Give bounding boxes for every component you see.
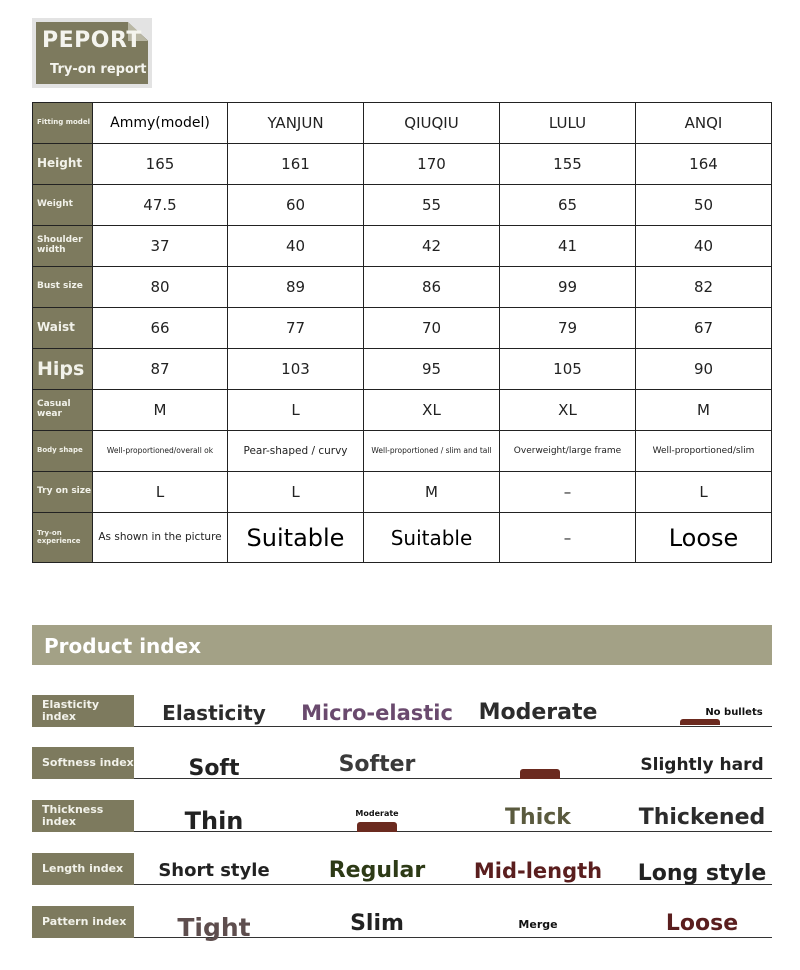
- table-cell: 165: [93, 144, 228, 185]
- index-value: Thickened: [638, 805, 766, 830]
- row-label: Try on size: [33, 472, 93, 513]
- row-label: Body shape: [33, 431, 93, 472]
- table-cell: 161: [228, 144, 364, 185]
- index-value: Moderate: [355, 809, 399, 818]
- index-value: Tight: [177, 912, 251, 942]
- index-value: Long style: [637, 861, 767, 886]
- table-cell: Pear-shaped / curvy: [228, 431, 364, 472]
- model-name: ANQI: [636, 103, 772, 144]
- index-value: Moderate: [478, 700, 598, 725]
- table-cell: Suitable: [364, 513, 500, 563]
- index-value: Short style: [158, 860, 270, 881]
- table-cell: XL: [500, 390, 636, 431]
- index-value: Micro-elastic: [301, 700, 453, 725]
- index-row-elasticity: [32, 695, 772, 731]
- model-name: YANJUN: [228, 103, 364, 144]
- table-row: [33, 226, 772, 267]
- badge-title: PEPORT: [42, 28, 142, 53]
- row-label: Hips: [33, 349, 93, 390]
- table-cell: 105: [500, 349, 636, 390]
- table-cell: 155: [500, 144, 636, 185]
- table-row: [33, 349, 772, 390]
- row-label: Waist: [33, 308, 93, 349]
- row-label: Fitting model: [33, 103, 93, 144]
- level-marker: [520, 769, 560, 779]
- table-row: [33, 431, 772, 472]
- table-cell: 40: [228, 226, 364, 267]
- table-cell: L: [228, 472, 364, 513]
- table-cell: M: [93, 390, 228, 431]
- table-row: [33, 472, 772, 513]
- table-row: [33, 185, 772, 226]
- table-cell: 42: [364, 226, 500, 267]
- table-cell: L: [228, 390, 364, 431]
- table-row: [33, 103, 772, 144]
- index-value: Merge: [518, 917, 558, 931]
- index-label: Pattern index: [32, 906, 134, 938]
- row-label: Height: [33, 144, 93, 185]
- table-cell: XL: [364, 390, 500, 431]
- index-row-softness: [32, 747, 772, 783]
- row-label: Casual wear: [33, 390, 93, 431]
- table-cell: –: [500, 513, 636, 563]
- index-label: Thickness index: [32, 800, 134, 832]
- row-label: Bust size: [33, 267, 93, 308]
- index-value: Regular: [328, 858, 426, 883]
- table-cell: As shown in the picture: [93, 513, 228, 563]
- table-cell: 103: [228, 349, 364, 390]
- table-cell: 170: [364, 144, 500, 185]
- index-value: No bullets: [705, 707, 763, 718]
- index-value: Elasticity: [162, 701, 266, 725]
- table-cell: Overweight/large frame: [500, 431, 636, 472]
- table-cell: 60: [228, 185, 364, 226]
- table-cell: 66: [93, 308, 228, 349]
- table-cell: 99: [500, 267, 636, 308]
- index-row-length: [32, 853, 772, 889]
- table-cell: 47.5: [93, 185, 228, 226]
- model-name: Ammy(model): [93, 103, 228, 144]
- table-cell: 82: [636, 267, 772, 308]
- index-value: Slim: [350, 911, 404, 936]
- table-cell: 67: [636, 308, 772, 349]
- row-label: Shoulder width: [33, 226, 93, 267]
- model-name: LULU: [500, 103, 636, 144]
- index-value: Thick: [505, 805, 571, 830]
- table-cell: 77: [228, 308, 364, 349]
- table-cell: Loose: [636, 513, 772, 563]
- table-cell: M: [636, 390, 772, 431]
- index-value: Loose: [665, 911, 739, 936]
- table-cell: 40: [636, 226, 772, 267]
- table-cell: Well-proportioned/overall ok: [93, 431, 228, 472]
- index-label: Softness index: [32, 747, 134, 779]
- table-cell: 37: [93, 226, 228, 267]
- report-badge: [32, 18, 152, 88]
- table-cell: 65: [500, 185, 636, 226]
- product-index-header: [32, 625, 772, 665]
- index-label: Length index: [32, 853, 134, 885]
- index-row-thickness: [32, 800, 772, 836]
- level-marker: [357, 822, 397, 832]
- index-row-pattern: [32, 906, 772, 942]
- badge-subtitle: Try-on report: [50, 62, 147, 77]
- table-cell: M: [364, 472, 500, 513]
- try-on-table: [32, 102, 772, 563]
- table-cell: 87: [93, 349, 228, 390]
- table-cell: 41: [500, 226, 636, 267]
- product-index-title: Product index: [44, 634, 202, 658]
- table-cell: L: [636, 472, 772, 513]
- table-cell: Suitable: [228, 513, 364, 563]
- table-cell: 79: [500, 308, 636, 349]
- index-value: Soft: [188, 756, 240, 781]
- table-row: [33, 390, 772, 431]
- table-cell: 95: [364, 349, 500, 390]
- table-row: [33, 267, 772, 308]
- index-label: Elasticity index: [32, 695, 134, 727]
- table-cell: 164: [636, 144, 772, 185]
- index-value: Mid-length: [473, 858, 603, 883]
- row-label: Weight: [33, 185, 93, 226]
- table-cell: 90: [636, 349, 772, 390]
- table-cell: 89: [228, 267, 364, 308]
- model-name: QIUQIU: [364, 103, 500, 144]
- table-cell: 86: [364, 267, 500, 308]
- table-cell: Well-proportioned / slim and tall: [364, 431, 500, 472]
- table-cell: 55: [364, 185, 500, 226]
- table-row: [33, 144, 772, 185]
- table-row: [33, 513, 772, 563]
- table-cell: Well-proportioned/slim: [636, 431, 772, 472]
- table-cell: –: [500, 472, 636, 513]
- table-cell: 50: [636, 185, 772, 226]
- level-marker: [680, 719, 720, 725]
- table-cell: L: [93, 472, 228, 513]
- table-cell: 70: [364, 308, 500, 349]
- table-cell: 80: [93, 267, 228, 308]
- table-row: [33, 308, 772, 349]
- index-value: Slightly hard: [640, 754, 764, 775]
- index-value: Softer: [338, 752, 416, 777]
- index-value: Thin: [184, 807, 244, 835]
- row-label: Try-on experience: [33, 513, 93, 563]
